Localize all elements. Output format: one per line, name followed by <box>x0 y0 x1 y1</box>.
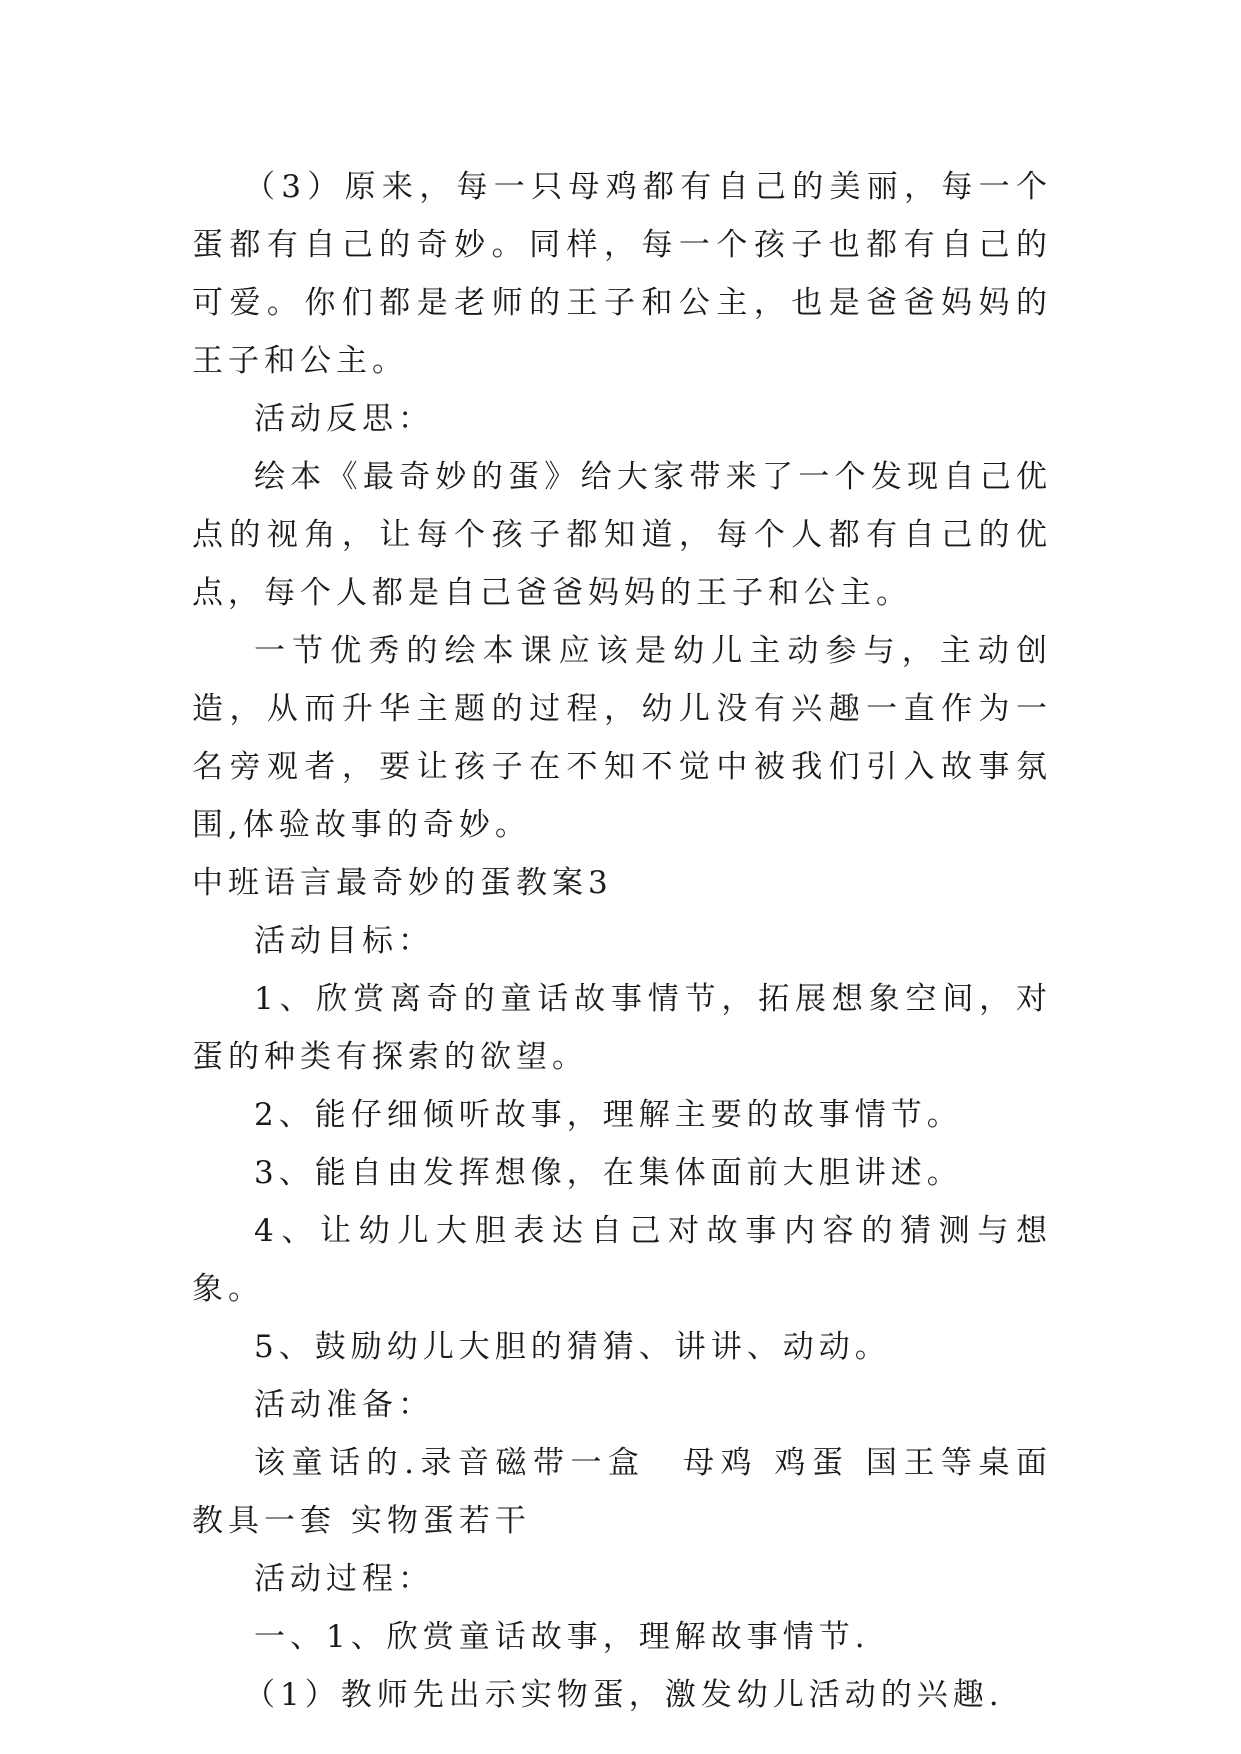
heading-activity-preparation: 活动准备： <box>254 1387 434 1423</box>
goal-item-2: 2、能仔细倾听故事，理解主要的故事情节。 <box>254 1097 963 1133</box>
document-body <box>192 158 1052 1724</box>
heading-activity-reflection: 活动反思： <box>254 401 434 437</box>
paragraph-reflection-1: 绘本《最奇妙的蛋》给大家带来了一个发现自己优点的视角，让每个孩子都知道，每个人都有自己的优点，每个人都是自己爸爸妈妈的王子和公主。 <box>192 459 1052 611</box>
paragraph-conclusion: （3）原来，每一只母鸡都有自己的美丽，每一个蛋都有自己的奇妙。同样，每一个孩子也都有自己的可爱。你们都是老师的王子和公主，也是爸爸妈妈的王子和公主。 <box>192 169 1052 379</box>
process-substep-1: （1）教师先出示实物蛋，激发幼儿活动的兴趣. <box>244 1677 1004 1713</box>
process-step-1: 一、1、欣赏童话故事，理解故事情节. <box>254 1619 870 1655</box>
heading-activity-goals: 活动目标： <box>254 923 434 959</box>
paragraph-reflection-2: 一节优秀的绘本课应该是幼儿主动参与，主动创造，从而升华主题的过程，幼儿没有兴趣一直作为一名旁观者，要让孩子在不知不觉中被我们引入故事氛围,体验故事的奇妙。 <box>192 633 1052 843</box>
goal-item-1: 1、欣赏离奇的童话故事情节，拓展想象空间，对蛋的种类有探索的欲望。 <box>192 981 1052 1075</box>
goal-item-4: 4、让幼儿大胆表达自己对故事内容的猜测与想象。 <box>192 1213 1052 1307</box>
paragraph-preparation: 该童话的.录音磁带一盒 母鸡 鸡蛋 国王等桌面教具一套 实物蛋若干 <box>192 1445 1052 1539</box>
heading-activity-process: 活动过程： <box>254 1561 434 1597</box>
section-title-lesson-plan-3: 中班语言最奇妙的蛋教案3 <box>192 865 613 901</box>
goal-item-3: 3、能自由发挥想像，在集体面前大胆讲述。 <box>254 1155 963 1191</box>
goal-item-5: 5、鼓励幼儿大胆的猜猜、讲讲、动动。 <box>254 1329 891 1365</box>
